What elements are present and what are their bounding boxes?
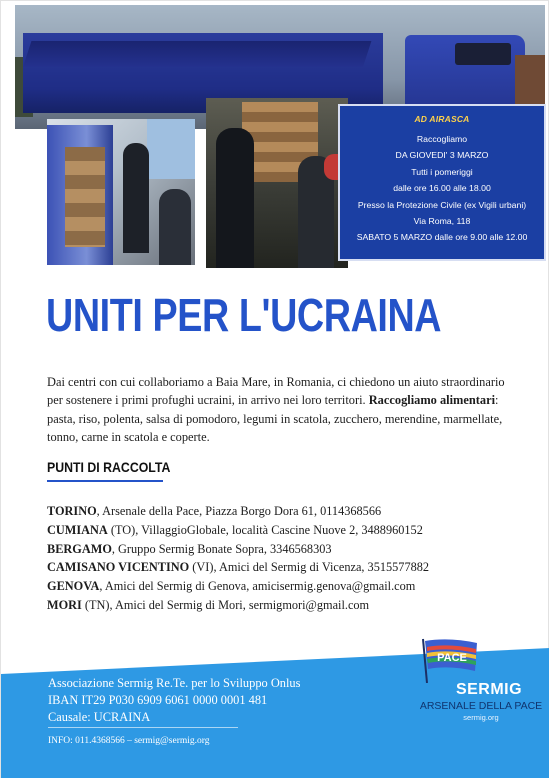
point-city: BERGAMO [47,541,112,556]
list-item [47,540,517,559]
point-detail: , Arsenale della Pace, Piazza Borgo Dora 61, 0114368566 [96,504,382,518]
list-item [47,577,517,596]
point-detail: , Amici del Sermig di Genova, amicisermig.genova@gmail.com [99,579,416,594]
collection-info-box [338,104,546,261]
point-detail: (TN), Amici del Sermig di Mori, sermigmori@gmail.com [81,597,370,612]
point-city: TORINO [47,504,97,518]
point-city: GENOVA [47,579,100,594]
causale: Causale: UCRAINA [48,709,151,724]
info-box-title: AD AIRASCA [414,114,470,124]
point-city: CAMISANO VICENTINO [47,560,190,575]
headline: UNITI PER L'UCRAINA [46,289,442,341]
points-title: PUNTI DI RACCOLTA [47,459,171,475]
donation-details [48,675,300,725]
info-line: Tutti i pomeriggi [411,166,473,177]
points-list [47,502,517,615]
logo-url: sermig.org [463,713,499,722]
list-item [47,558,517,577]
point-city: CUMIANA [47,522,108,537]
intro-items: : pasta, riso, polenta, salsa di pomodoro, legumi in scatola, zucchero, merendine, marmellate, tonno, carne in scatola e coperte. [47,393,503,445]
list-item [47,596,517,615]
point-city: MORI [47,597,82,612]
info-line: dalle ore 16.00 alle 18.00 [393,183,491,194]
sermig-logo [399,631,545,741]
list-item [47,521,517,540]
loading-boxes-photo [47,119,195,265]
logo-name: SERMIG [455,681,523,698]
info-line: SABATO 5 MARZO dalle ore 9.00 alle 12.00 [356,232,528,243]
info-line: Via Roma, 118 [413,216,471,227]
peace-flag-icon [419,637,481,683]
footer-contact: INFO: 011.4368566 – sermig@sermig.org [48,736,210,746]
point-detail: , Gruppo Sermig Bonate Sopra, 3346568303 [111,541,332,556]
intro-text: Dai centri con cui collaboriamo a Baia Mare, in Romania, ci chiedono un aiuto straordinario per sostenere i primi profughi ucraini, in arrivo nei loro territori. [47,375,505,408]
volunteers-photo [206,98,348,268]
intro-paragraph [47,373,517,447]
list-item [47,502,517,521]
point-detail: (VI), Amici del Sermig di Vicenza, 3515577882 [189,560,430,575]
points-title-underline [47,480,163,482]
association-name: Associazione Sermig Re.Te. per lo Sviluppo Onlus [48,676,301,690]
info-line: Presso la Protezione Civile (ex Vigili urbani) [357,199,527,210]
logo-flag-text: PACE [437,652,467,664]
info-line: DA GIOVEDI' 3 MARZO [395,150,489,161]
point-detail: (TO), VillaggioGlobale, località Cascine Nuove 2, 3488960152 [107,522,423,537]
footer-divider [48,727,238,728]
intro-bold-label: Raccogliamo alimentari [368,393,496,408]
info-line: Raccogliamo [416,134,468,144]
logo-subtitle: ARSENALE DELLA PACE [419,700,543,712]
iban: IBAN IT29 P030 6909 6061 0000 0001 481 [48,692,268,707]
